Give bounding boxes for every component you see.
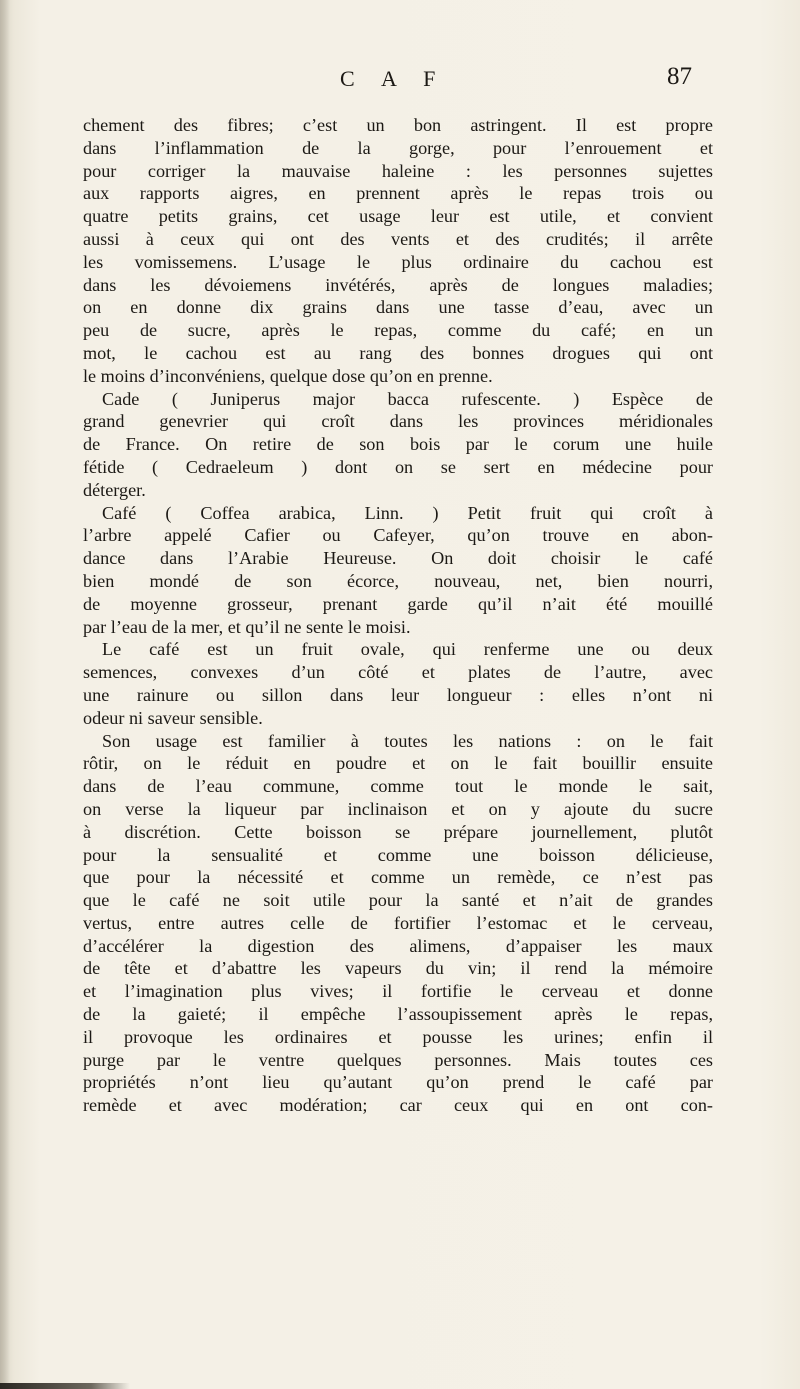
text-line: le moins d’inconvéniens, quelque dose qu’on en prenne. xyxy=(83,365,493,386)
text-line: dans l’inflammation de la gorge, pour l’enrouement et xyxy=(83,137,713,158)
text-line: de France. On retire de son bois par le corum une huile xyxy=(83,434,713,455)
text-line: une rainure ou sillon dans leur longueur : elles n’ont ni xyxy=(83,684,713,705)
text-line: aux rapports aigres, en prennent après le repas trois ou xyxy=(83,183,713,204)
text-line: semences, convexes d’un côté et plates de l’autre, avec xyxy=(83,662,713,683)
text-line: bien mondé de son écorce, nouveau, net, bien nourri, xyxy=(83,570,713,591)
text-line: rôtir, on le réduit en poudre et on le fait bouillir ensuite xyxy=(83,753,713,774)
text-line: pour la sensualité et comme une boisson délicieuse, xyxy=(83,844,713,865)
entry-cade-line: Cade ( Juniperus major bacca rufescente. ) Espèce de xyxy=(102,388,713,409)
text-line: déterger. xyxy=(83,479,146,500)
text-line: chement des fibres; c’est un bon astringent. Il est propre xyxy=(83,115,713,135)
text-line: pour corriger la mauvaise haleine : les personnes sujettes xyxy=(83,160,713,181)
text-line: on verse la liqueur par inclinaison et on y ajoute du sucre xyxy=(83,798,713,819)
text-line: de la gaieté; il empêche l’assoupissement après le repas, xyxy=(83,1004,713,1025)
text-line: à discrétion. Cette boisson se prépare journellement, plutôt xyxy=(83,821,713,842)
body-text xyxy=(83,114,713,1117)
text-line: quatre petits grains, cet usage leur est utile, et convient xyxy=(83,206,713,227)
text-line: d’accélérer la digestion des alimens, d’appaiser les maux xyxy=(83,935,713,956)
text-line: vertus, entre autres celle de fortifier l’estomac et le cerveau, xyxy=(83,912,713,933)
text-line: peu de sucre, après le repas, comme du café; en un xyxy=(83,320,713,341)
page-edge-shadow xyxy=(0,1383,130,1389)
text-line: propriétés n’ont lieu qu’autant qu’on prend le café par xyxy=(83,1072,713,1093)
text-line: grand genevrier qui croît dans les provinces méridionales xyxy=(83,411,713,432)
text-line: par l’eau de la mer, et qu’il ne sente le moisi. xyxy=(83,616,411,637)
text-line: Son usage est familier à toutes les nations : on le fait xyxy=(102,730,713,751)
text-line: remède et avec modération; car ceux qui en ont con- xyxy=(83,1095,713,1116)
text-line: fétide ( Cedraeleum ) dont on se sert en médecine pour xyxy=(83,456,713,477)
text-line: dans les dévoiemens invétérés, après de longues maladies; xyxy=(83,274,713,295)
text-line: purge par le ventre quelques personnes. Mais toutes ces xyxy=(83,1049,713,1070)
text-line: aussi à ceux qui ont des vents et des crudités; il arrête xyxy=(83,228,713,249)
text-line: dans de l’eau commune, comme tout le monde le sait, xyxy=(83,776,713,797)
text-line: que pour la nécessité et comme un remède, ce n’est pas xyxy=(83,867,713,888)
running-head xyxy=(0,63,800,96)
text-line: on en donne dix grains dans une tasse d’eau, avec un xyxy=(83,297,713,318)
binding-shadow xyxy=(0,0,10,1389)
text-line: dance dans l’Arabie Heureuse. On doit choisir le café xyxy=(83,548,713,569)
text-line: odeur ni saveur sensible. xyxy=(83,707,263,728)
text-line: et l’imagination plus vives; il fortifie le cerveau et donne xyxy=(83,981,713,1002)
page-number: 87 xyxy=(667,63,692,90)
text-line: que le café ne soit utile pour la santé et n’ait de grandes xyxy=(83,890,713,911)
text-line: Le café est un fruit ovale, qui renferme une ou deux xyxy=(102,639,713,660)
entry-cafe-line: Café ( Coffea arabica, Linn. ) Petit fruit qui croît à xyxy=(102,502,713,523)
text-line: l’arbre appelé Cafier ou Cafeyer, qu’on trouve en abon- xyxy=(83,525,713,546)
text-line: de tête et d’abattre les vapeurs du vin; il rend la mémoire xyxy=(83,958,713,979)
text-line: mot, le cachou est au rang des bonnes drogues qui ont xyxy=(83,342,713,363)
running-title: C A F xyxy=(340,66,447,91)
text-line: il provoque les ordinaires et pousse les urines; enfin il xyxy=(83,1026,713,1047)
text-line: de moyenne grosseur, prenant garde qu’il n’ait été mouillé xyxy=(83,593,713,614)
text-line: les vomissemens. L’usage le plus ordinaire du cachou est xyxy=(83,251,713,272)
